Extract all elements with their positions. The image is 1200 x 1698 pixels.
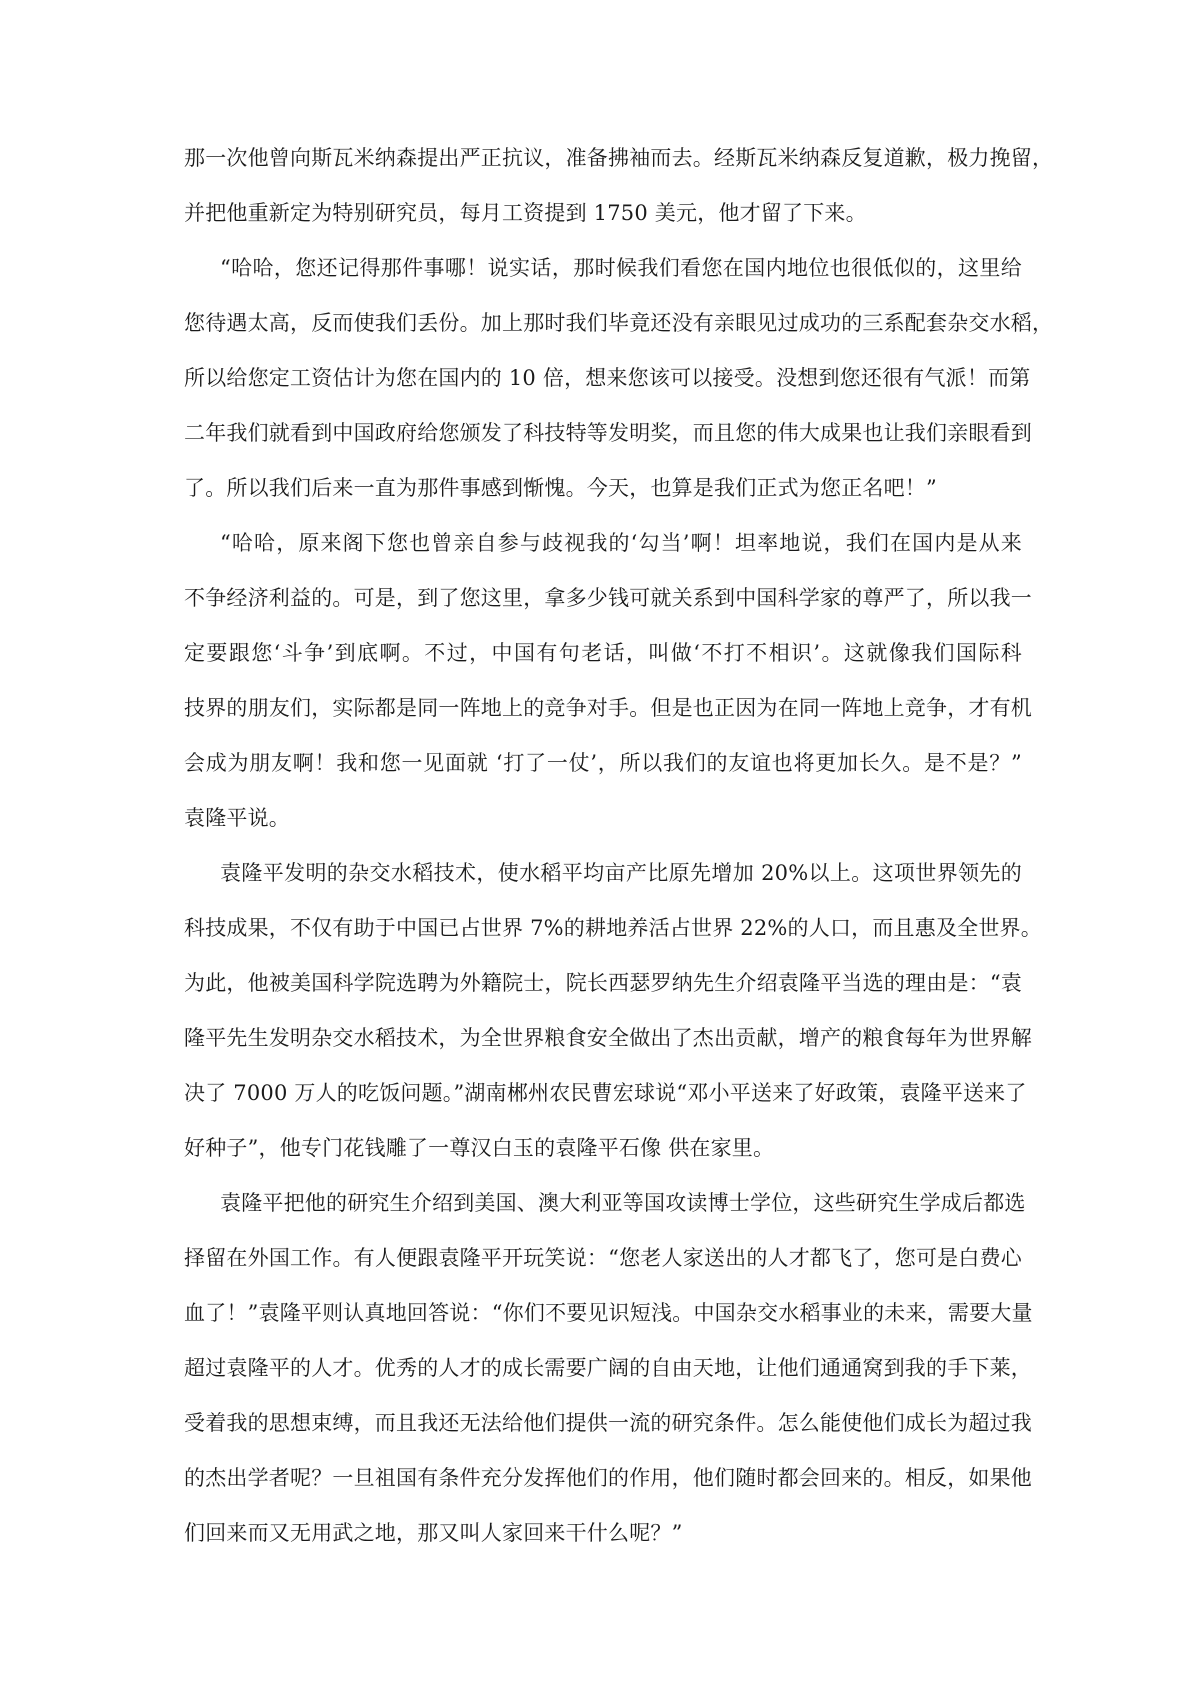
text-line: 袁隆平说。 (184, 806, 290, 830)
text-line: 定要跟您‘斗争’到底啊。不过，中国有句老话，叫做‘不打不相识’。这就像我们国际科 (184, 641, 1022, 665)
text-line: 的杰出学者呢？一旦祖国有条件充分发挥他们的作用，他们随时都会回来的。相反，如果他 (184, 1466, 1032, 1490)
text-line: 所以给您定工资估计为您在国内的 10 倍，想来您该可以接受。没想到您还很有气派！而第 (184, 366, 1031, 390)
text-line: 科技成果，不仅有助于中国已占世界 7%的耕地养活占世界 22%的人口，而且惠及全世界。 (184, 916, 1042, 940)
text-line: 那一次他曾向斯瓦米纳森提出严正抗议，准备拂袖而去。经斯瓦米纳森反复道歉，极力挽留， (184, 146, 1054, 170)
text-line: 二年我们就看到中国政府给您颁发了科技特等发明奖，而且您的伟大成果也让我们亲眼看到 (184, 421, 1032, 445)
text-line: 袁隆平把他的研究生介绍到美国、澳大利亚等国攻读博士学位，这些研究生学成后都选 (220, 1191, 1026, 1215)
text-line: 受着我的思想束缚，而且我还无法给他们提供一流的研究条件。怎么能使他们成长为超过我 (184, 1411, 1032, 1435)
text-line: 并把他重新定为特别研究员，每月工资提到 1750 美元，他才留了下来。 (184, 201, 867, 225)
text-line: 了。所以我们后来一直为那件事感到惭愧。今天，也算是我们正式为您正名吧！” (184, 476, 937, 500)
text-line: 决了 7000 万人的吃饭问题。”湖南郴州农民曹宏球说“邓小平送来了好政策，袁隆平送来了 (184, 1081, 1027, 1105)
text-line: 您待遇太高，反而使我们丢份。加上那时我们毕竟还没有亲眼见过成功的三系配套杂交水稻， (184, 311, 1054, 335)
text-line: 们回来而又无用武之地，那又叫人家回来干什么呢？” (184, 1521, 683, 1545)
text-line: “哈哈，原来阁下您也曾亲自参与歧视我的‘勾当’啊！坦率地说，我们在国内是从来 (220, 531, 1022, 555)
text-line: 超过袁隆平的人才。优秀的人才的成长需要广阔的自由天地，让他们通通窝到我的手下莱， (184, 1356, 1032, 1380)
text-line: “哈哈，您还记得那件事哪！说实话，那时候我们看您在国内地位也很低似的，这里给 (220, 256, 1022, 280)
text-line: 择留在外国工作。有人便跟袁隆平开玩笑说：“您老人家送出的人才都飞了，您可是白费心 (184, 1246, 1022, 1270)
text-line: 会成为朋友啊！我和您一见面就 ‘打了一仗’，所以我们的友谊也将更加长久。是不是？” (184, 751, 1022, 775)
text-line: 血了！”袁隆平则认真地回答说：“你们不要见识短浅。中国杂交水稻事业的未来，需要大量 (184, 1301, 1033, 1325)
text-line: 不争经济利益的。可是，到了您这里，拿多少钱可就关系到中国科学家的尊严了，所以我一 (184, 586, 1032, 610)
text-line: 为此，他被美国科学院选聘为外籍院士，院长西瑟罗纳先生介绍袁隆平当选的理由是：“袁 (184, 971, 1022, 995)
text-line: 袁隆平发明的杂交水稻技术，使水稻平均亩产比原先增加 20%以上。这项世界领先的 (220, 861, 1022, 885)
text-line: 隆平先生发明杂交水稻技术，为全世界粮食安全做出了杰出贡献，增产的粮食每年为世界解 (184, 1026, 1032, 1050)
text-line: 技界的朋友们，实际都是同一阵地上的竞争对手。但是也正因为在同一阵地上竞争，才有机 (184, 696, 1032, 720)
text-line: 好种子”，他专门花钱雕了一尊汉白玉的袁隆平石像 供在家里。 (184, 1136, 775, 1160)
